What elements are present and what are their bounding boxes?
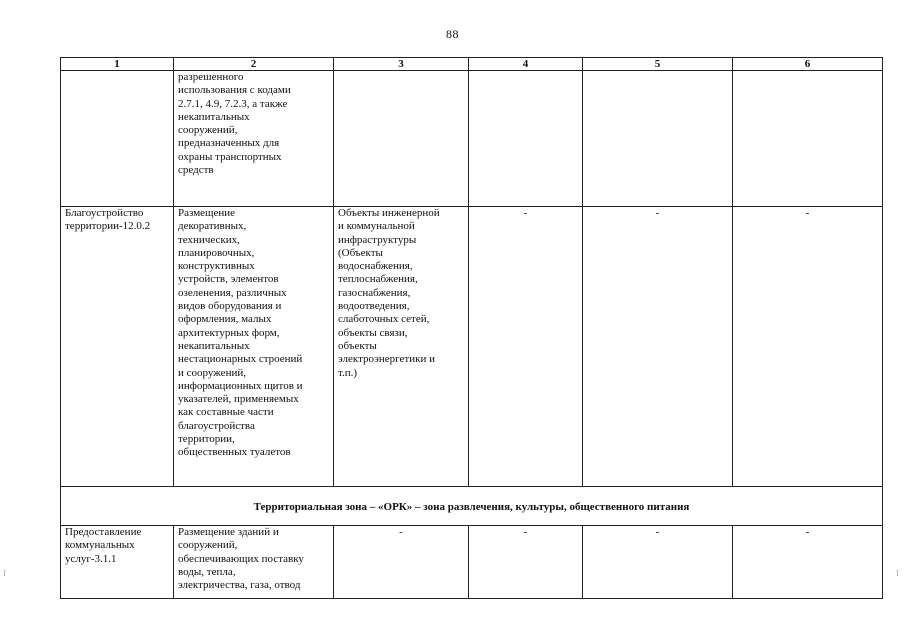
table-cell-col4: [469, 71, 583, 207]
left-edge-mark: ⁝: [3, 568, 6, 578]
zoning-table: [60, 57, 883, 599]
column-header-2: 2: [174, 58, 334, 71]
table-cell-col4: -: [469, 207, 583, 487]
table-cell-objects: Объекты инженерной и коммунальной инфраструктуры (Объекты водоснабжения, теплоснабжения, газоснабжения, водоотведения, слаботочных сетей, объекты связи, объекты электроэнергетики и т.п.): [334, 207, 469, 487]
column-header-4: 4: [469, 58, 583, 71]
table-cell-use-name: Благоустройство территории-12.0.2: [61, 207, 174, 487]
column-header-3: 3: [334, 58, 469, 71]
right-edge-mark: ⁝: [896, 568, 899, 578]
table-cell-use-name: Предоставление коммунальных услуг-3.1.1: [61, 526, 174, 599]
table-cell-col6: -: [733, 526, 883, 599]
table-cell-use-description: Размещение зданий и сооружений, обеспечивающих поставку воды, тепла, электричества, газа, отвод: [174, 526, 334, 599]
table-header-row: [61, 58, 883, 71]
table-cell-col4: -: [469, 526, 583, 599]
zone-heading-row: [61, 487, 883, 526]
zone-title: Территориальная зона – «ОРК» – зона развлечения, культуры, общественного питания: [61, 487, 883, 526]
table-cell-objects: [334, 71, 469, 207]
table-cell-col5: -: [583, 526, 733, 599]
table-cell-use-description: разрешенного использования с кодами 2.7.1, 4.9, 7.2.3, а также некапитальных сооружений, предназначенных для охраны транспортных средств: [174, 71, 334, 207]
table-row: [61, 207, 883, 487]
table-cell-col6: [733, 71, 883, 207]
page-number: 88: [446, 27, 459, 41]
table-cell-objects: -: [334, 526, 469, 599]
column-header-1: 1: [61, 58, 174, 71]
table-row: [61, 71, 883, 207]
column-header-5: 5: [583, 58, 733, 71]
table-row: [61, 526, 883, 599]
column-header-6: 6: [733, 58, 883, 71]
table-cell-col6: -: [733, 207, 883, 487]
table-cell-use-name: [61, 71, 174, 207]
table-cell-col5: -: [583, 207, 733, 487]
table-cell-col5: [583, 71, 733, 207]
table-cell-use-description: Размещение декоративных, технических, планировочных, конструктивных устройств, элементов озеленения, различных видов оборудования и оформления, малых архитектурных форм, некапитальных нестационарных строений и сооружений, информационных щитов и указателей, применяемых как составные части благоустройства территории, общественных туалетов: [174, 207, 334, 487]
